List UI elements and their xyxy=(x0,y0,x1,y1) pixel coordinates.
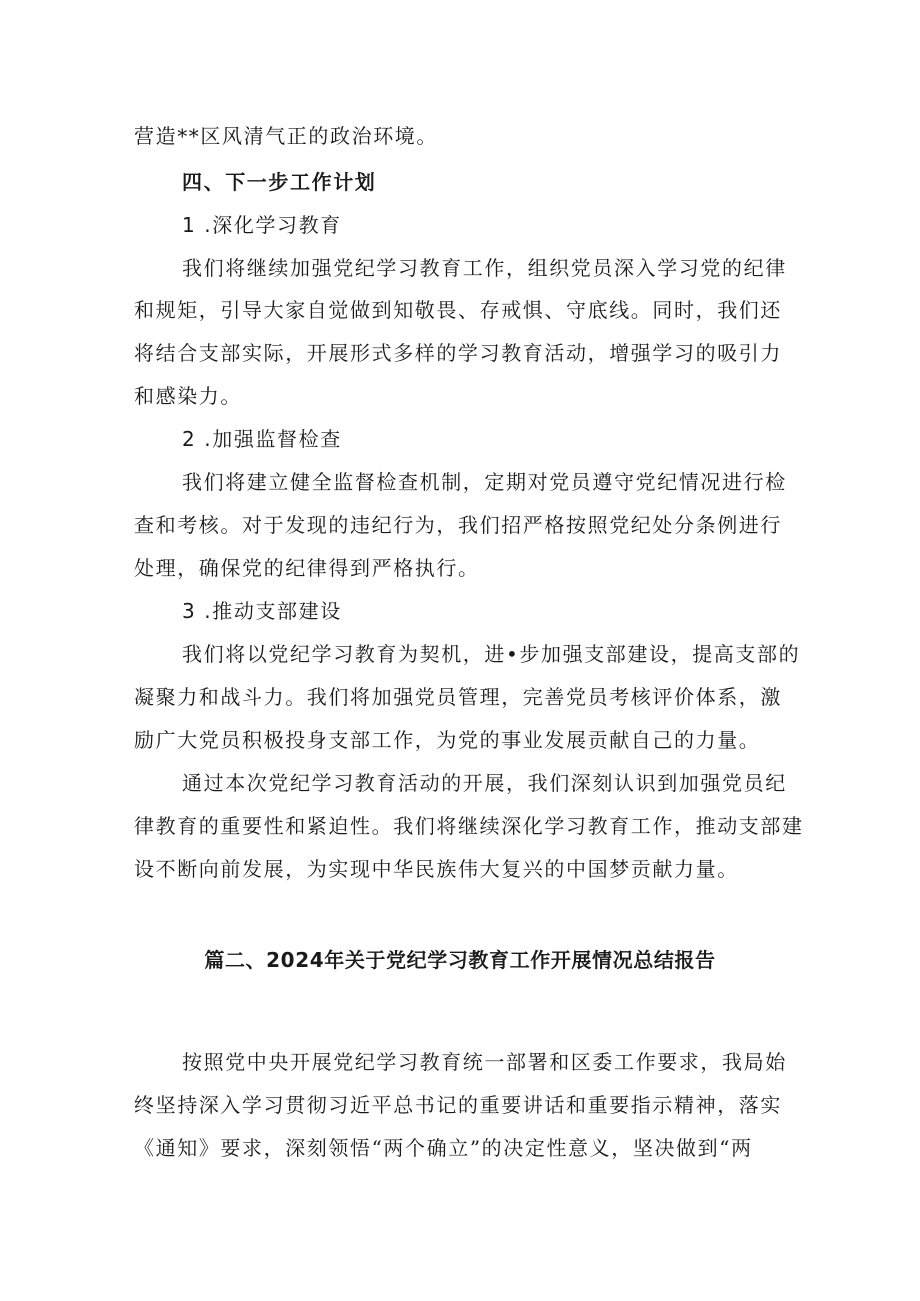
section-two-line-2: 终坚持深入学习贯彻习近平总书记的重要讲话和重要指示精神，落实 xyxy=(134,1093,782,1117)
conclusion-line-2: 律教育的重要性和紧迫性。我们将继续深化学习教育工作，推动支部建 xyxy=(134,814,804,838)
conclusion-line-3: 设不断向前发展，为实现中华民族伟大复兴的中国梦贡献力量。 xyxy=(134,857,739,881)
section-two-line-3: 《通知》要求，深刻领悟“两个确立”的决定性意义，坚决做到“两 xyxy=(134,1136,753,1160)
item-2-line-2: 查和考核。对于发现的违纪行为，我们招严格按照党纪处分条例进行 xyxy=(134,513,782,537)
item-1-line-3: 将结合支部实际，开展形式多样的学习教育活动，增强学习的吸引力 xyxy=(134,341,782,365)
item-2-line-3: 处理，确保党的纪律得到严格执行。 xyxy=(134,556,480,580)
section-heading-next-steps: 四、下一步工作计划 xyxy=(182,170,377,194)
section-two-line-1: 按照党中央开展党纪学习教育统一部署和区委工作要求，我局始 xyxy=(182,1050,787,1074)
item-2-title: 2 .加强监督检查 xyxy=(182,427,342,451)
item-1-title: 1 .深化学习教育 xyxy=(182,213,342,237)
item-1-line-2: 和规矩，引导大家自觉做到知敬畏、存戒惧、守底线。同时，我们还 xyxy=(134,298,782,322)
conclusion-line-1: 通过本次党纪学习教育活动的开展，我们深刻认识到加强党员纪 xyxy=(182,771,787,795)
item-3-line-1: 我们将以党纪学习教育为契机，进•步加强支部建设，提高支部的 xyxy=(182,642,801,666)
lead-line: 营造**区风清气正的政治环境。 xyxy=(134,124,438,148)
item-3-title: 3 .推动支部建设 xyxy=(182,599,342,623)
section-two-title: 篇二、2024年关于党纪学习教育工作开展情况总结报告 xyxy=(204,948,716,972)
item-1-line-4: 和感染力。 xyxy=(134,384,242,408)
item-2-line-1: 我们将建立健全监督检查机制，定期对党员遵守党纪情况进行检 xyxy=(182,470,787,494)
item-1-line-1: 我们将继续加强党纪学习教育工作，组织党员深入学习党的纪律 xyxy=(182,256,787,280)
item-3-line-3: 励广大党员积极投身支部工作，为党的事业发展贡献自己的力量。 xyxy=(134,728,761,752)
item-3-line-2: 凝聚力和战斗力。我们将加强党员管理，完善党员考核评价体系，激 xyxy=(134,685,782,709)
